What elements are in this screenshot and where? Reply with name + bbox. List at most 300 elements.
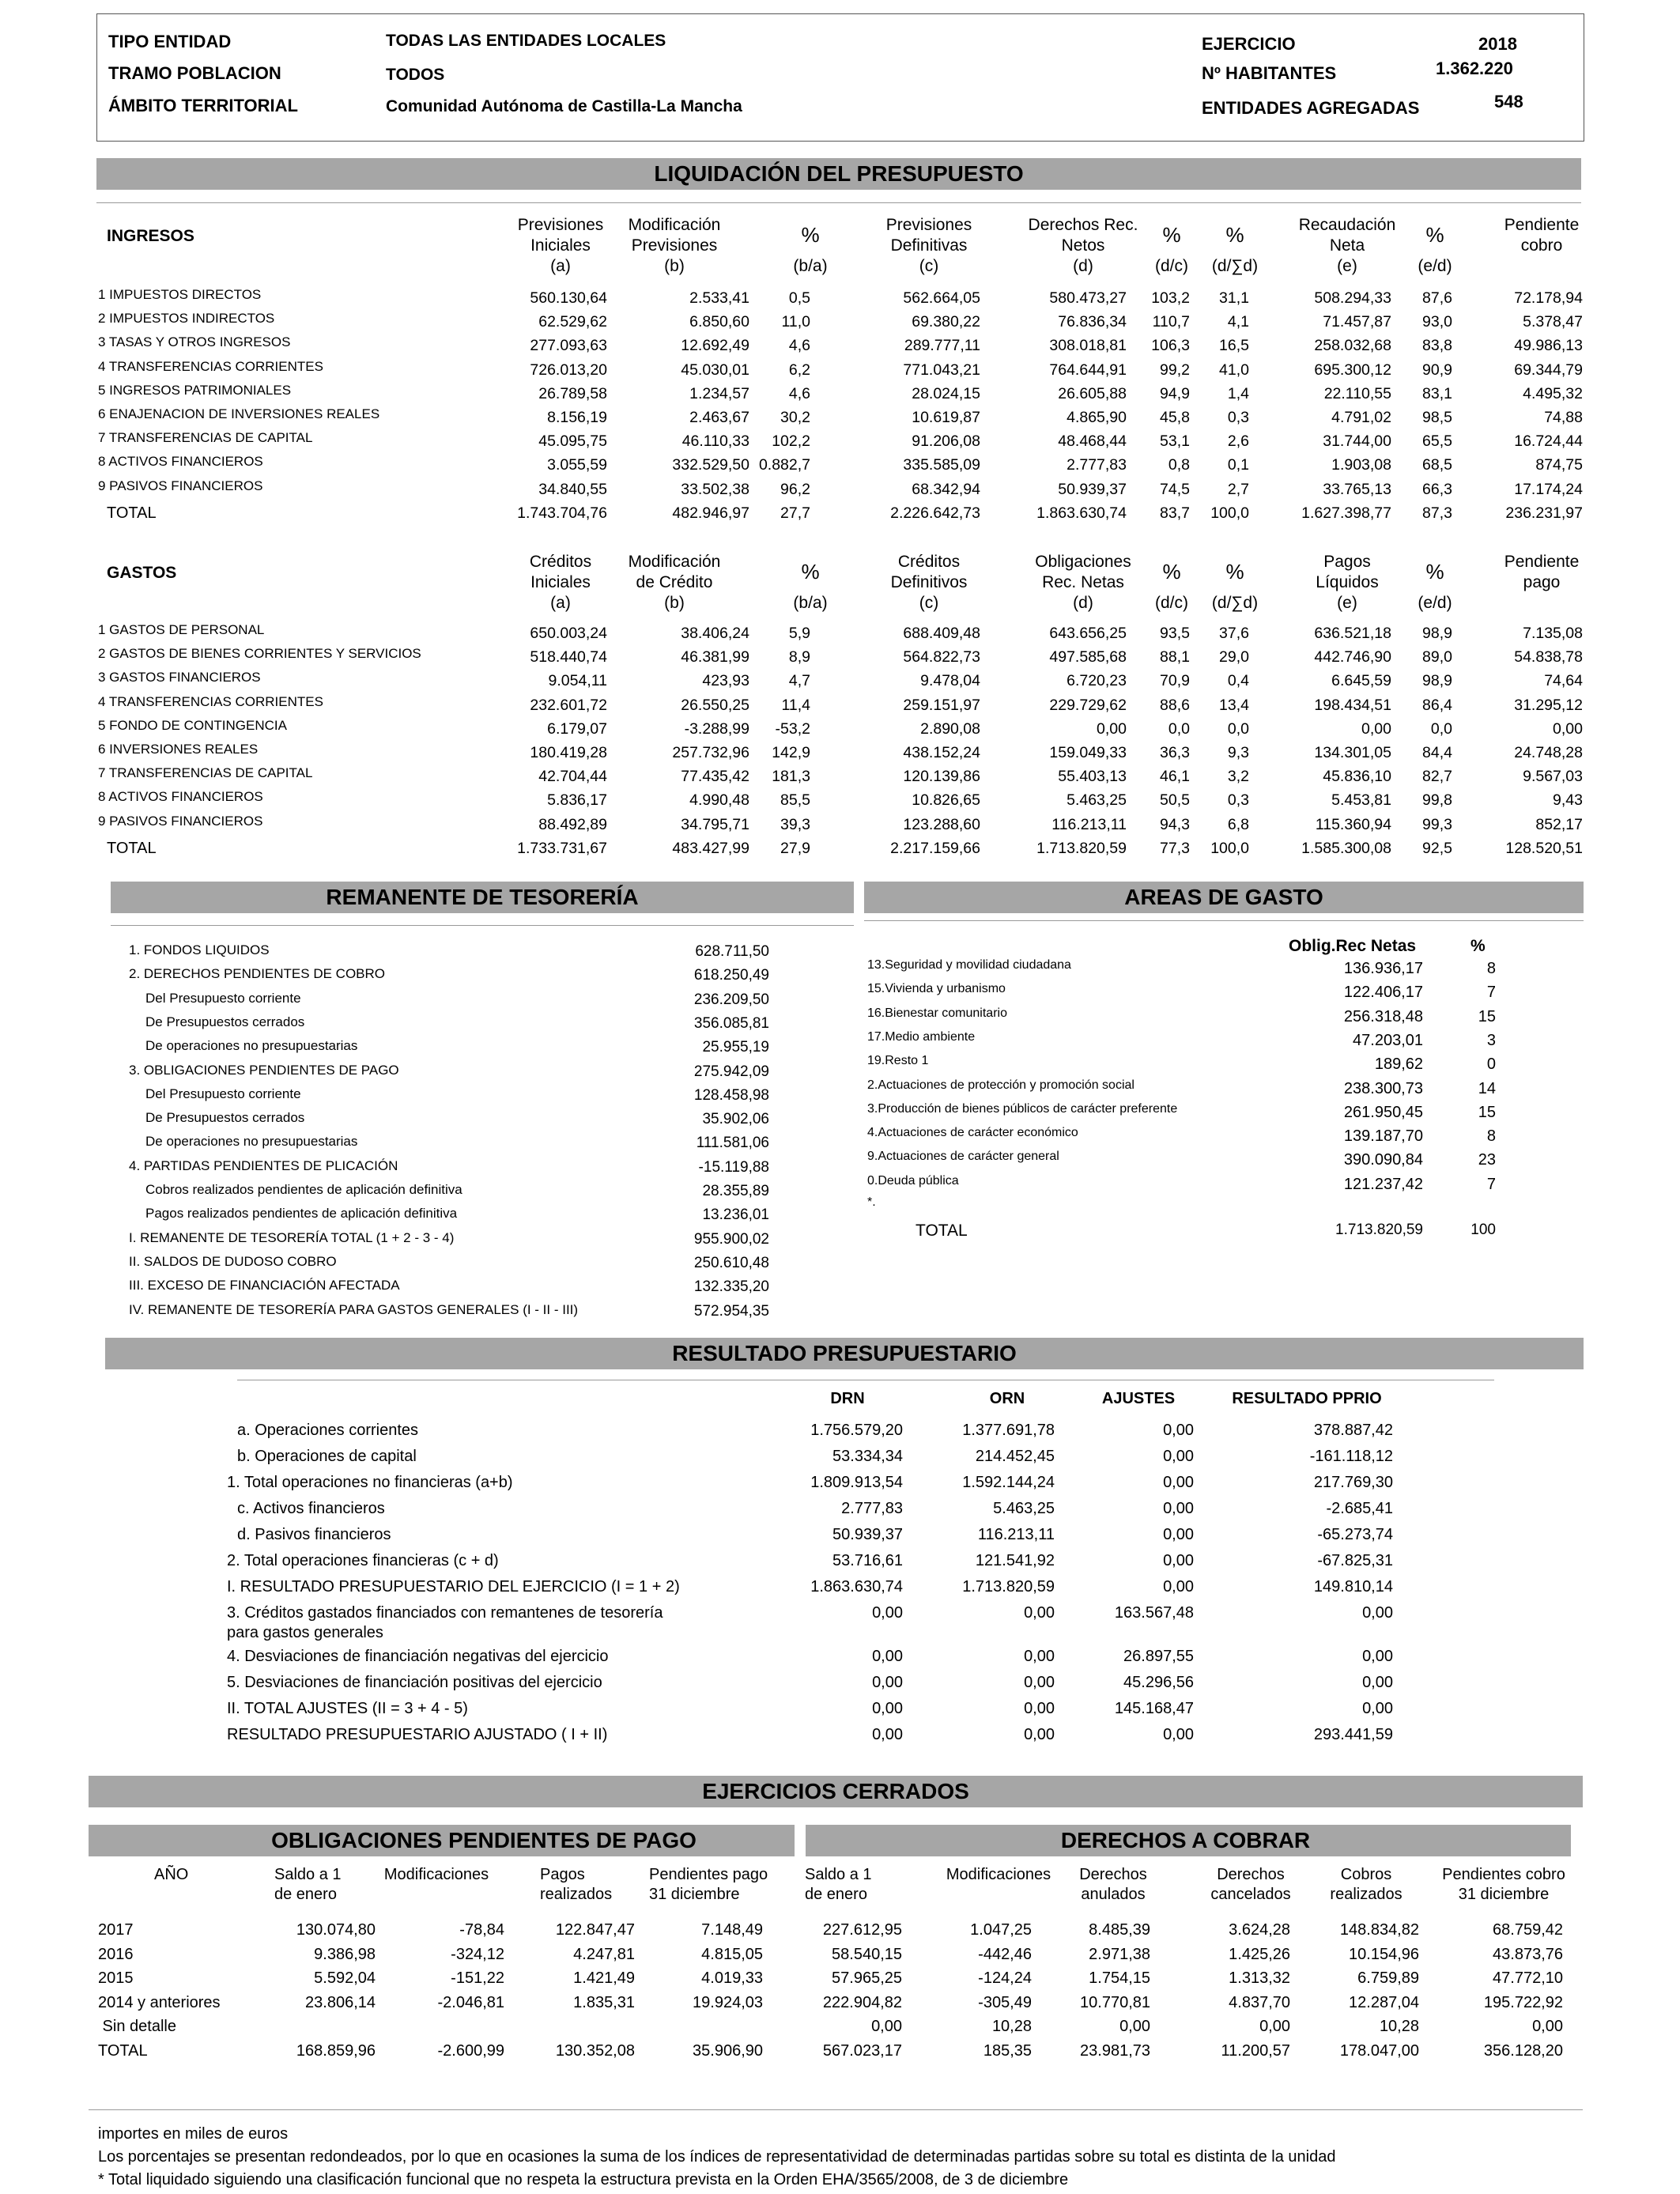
cerrados-band bbox=[89, 1776, 1583, 1807]
gastos-cell: 46.381,99 bbox=[681, 648, 749, 667]
cerrados-cell: 11.200,57 bbox=[1221, 2041, 1290, 2060]
cerrados-col-head: realizados bbox=[540, 1886, 613, 1903]
resultado-row-label: 2. Total operaciones financieras (c + d) bbox=[227, 1552, 499, 1569]
ejercicio-value: 2018 bbox=[1478, 34, 1517, 54]
resultado-row-label: I. RESULTADO PRESUPUESTARIO DEL EJERCICIO (I = 1 + 2) bbox=[227, 1578, 680, 1595]
cerrados-title: EJERCICIOS CERRADOS bbox=[702, 1779, 969, 1803]
gastos-cell: 11,4 bbox=[781, 696, 810, 714]
ambito-territorial-value: Comunidad Autónoma de Castilla-La Mancha bbox=[386, 97, 742, 115]
resultado-cell: 145.168,47 bbox=[1114, 1700, 1194, 1717]
cerrados-cell: 3.624,28 bbox=[1229, 1921, 1290, 1939]
ingresos-cell: 45.030,01 bbox=[681, 361, 749, 379]
resultado-cell: 53.716,61 bbox=[832, 1552, 903, 1569]
areas-total-value: 1.713.820,59 bbox=[1335, 1222, 1423, 1238]
gastos-cell: 123.288,60 bbox=[903, 815, 980, 833]
remanente-row-label: Del Presupuesto corriente bbox=[145, 1086, 301, 1101]
gastos-cell: 70,9 bbox=[1160, 672, 1190, 690]
gastos-cell: 852,17 bbox=[1535, 815, 1583, 833]
remanente-row-label: De Presupuestos cerrados bbox=[145, 1110, 305, 1126]
gastos-total-cell: 92,5 bbox=[1422, 840, 1452, 857]
ingresos-cell: 103,2 bbox=[1151, 289, 1190, 307]
gastos-cell: 26.550,25 bbox=[681, 696, 749, 714]
areas-row-label: 3.Producción de bienes públicos de carácter preferente bbox=[867, 1101, 1178, 1116]
areas-row-value: 47.203,01 bbox=[1353, 1031, 1423, 1049]
remanente-row-value: 955.900,02 bbox=[693, 1230, 769, 1248]
cerrados-row-year: 2016 bbox=[98, 1945, 134, 1963]
gastos-col-head: (e/d) bbox=[1418, 594, 1452, 612]
remanente-row-label: Pagos realizados pendientes de aplicación definitiva bbox=[145, 1206, 458, 1222]
areas-col-pct: % bbox=[1470, 937, 1486, 955]
ingresos-cell: 0,5 bbox=[788, 289, 810, 307]
cerrados-cell: 0,00 bbox=[871, 2018, 902, 2035]
ingresos-cell: 74,5 bbox=[1160, 480, 1190, 498]
ingresos-col-head: Recaudación bbox=[1298, 216, 1396, 234]
resultado-cell: 53.334,34 bbox=[832, 1448, 903, 1465]
resultado-cell: 214.452,45 bbox=[975, 1448, 1055, 1465]
gastos-col-head: Pendiente bbox=[1504, 553, 1580, 571]
cerrados-cell: 35.906,90 bbox=[693, 2041, 763, 2060]
resultado-cell: 217.769,30 bbox=[1313, 1474, 1393, 1491]
cerrados-cell: 47.772,10 bbox=[1493, 1969, 1563, 1987]
cerrados-cell: 4.837,70 bbox=[1229, 1993, 1290, 2011]
ingresos-cell: 10.619,87 bbox=[912, 409, 980, 426]
gastos-cell: 39,3 bbox=[780, 815, 810, 833]
cerrados-col-head: Modificaciones bbox=[383, 1866, 489, 1883]
ingresos-cell: 277.093,63 bbox=[530, 337, 607, 355]
ingresos-cell: 17.174,24 bbox=[1514, 480, 1583, 498]
gastos-cell: 643.656,25 bbox=[1049, 625, 1127, 642]
cerrados-col-head: de enero bbox=[805, 1886, 867, 1903]
gastos-col-head: % bbox=[1225, 560, 1244, 583]
areas-total-label: TOTAL bbox=[916, 1222, 968, 1240]
ingresos-cell: 45.095,75 bbox=[538, 432, 607, 451]
remanente-row-label: De operaciones no presupuestarias bbox=[145, 1038, 358, 1054]
gastos-col-head: % bbox=[801, 560, 820, 583]
ingresos-cell: 335.585,09 bbox=[903, 456, 980, 474]
ingresos-cell: 1.234,57 bbox=[689, 384, 749, 402]
ingresos-cell: 308.018,81 bbox=[1049, 337, 1127, 355]
ingresos-cell: 83,8 bbox=[1422, 337, 1452, 355]
ingresos-col-head: (d) bbox=[1073, 257, 1093, 275]
gastos-cell: 442.746,90 bbox=[1314, 648, 1391, 667]
footer-note-rounding: Los porcentajes se presentan redondeados, por lo que en ocasiones la suma de los índices de representatividad de determinadas partidas sobre su total es distinta de la unidad bbox=[98, 2148, 1336, 2166]
resultado-cell: 26.897,55 bbox=[1123, 1648, 1194, 1665]
remanente-row-value: 35.902,06 bbox=[702, 1111, 769, 1128]
gastos-cell: 0,0 bbox=[1168, 719, 1190, 738]
cerrados-cell: 148.834,82 bbox=[1339, 1921, 1419, 1939]
cerrados-cell: 1.835,31 bbox=[573, 1993, 635, 2011]
gastos-total-cell: 128.520,51 bbox=[1505, 840, 1583, 857]
gastos-cell: 4,7 bbox=[788, 672, 810, 690]
resultado-cell: 50.939,37 bbox=[832, 1526, 903, 1543]
ingresos-cell: 65,5 bbox=[1422, 432, 1452, 451]
ingresos-total-cell: 2.226.642,73 bbox=[890, 504, 980, 522]
cerrados-cell: -78,84 bbox=[459, 1921, 504, 1939]
gastos-col-head: Obligaciones bbox=[1035, 553, 1131, 571]
ingresos-cell: 289.777,11 bbox=[904, 337, 980, 355]
areas-row-value: 136.936,17 bbox=[1343, 960, 1423, 977]
gastos-cell: 438.152,24 bbox=[903, 744, 980, 761]
gastos-col-head: Rec. Netas bbox=[1042, 573, 1124, 591]
ingresos-row-label: 3 TASAS Y OTROS INGRESOS bbox=[98, 334, 291, 350]
ingresos-cell: 0,8 bbox=[1168, 456, 1190, 474]
ingresos-cell: 8.156,19 bbox=[547, 409, 607, 426]
ingresos-cell: 771.043,21 bbox=[903, 361, 980, 379]
gastos-cell: 232.601,72 bbox=[530, 696, 607, 714]
remanente-row-label: 2. DERECHOS PENDIENTES DE COBRO bbox=[129, 966, 386, 982]
remanente-row-label: Cobros realizados pendientes de aplicación definitiva bbox=[145, 1182, 462, 1197]
gastos-cell: 198.434,51 bbox=[1314, 696, 1391, 714]
gastos-cell: 36,3 bbox=[1160, 744, 1190, 761]
resultado-col-head: RESULTADO PPRIO bbox=[1232, 1390, 1382, 1407]
resultado-cell: 45.296,56 bbox=[1123, 1674, 1194, 1691]
cerrados-cell: 185,35 bbox=[983, 2041, 1032, 2060]
cerrados-cell: 1.047,25 bbox=[970, 1921, 1032, 1939]
ingresos-col-head: Netos bbox=[1061, 236, 1105, 255]
areas-row-pct: 23 bbox=[1478, 1151, 1496, 1169]
gastos-row-label: 8 ACTIVOS FINANCIEROS bbox=[98, 789, 263, 805]
gastos-cell: 497.585,68 bbox=[1049, 648, 1127, 667]
ingresos-total-cell: 1.743.704,76 bbox=[517, 504, 607, 522]
gastos-row-label: 4 TRANSFERENCIAS CORRIENTES bbox=[98, 693, 323, 709]
cerrados-col-head: de enero bbox=[274, 1886, 337, 1903]
gastos-col-head: (d/c) bbox=[1155, 594, 1188, 612]
ingresos-cell: 4.865,90 bbox=[1067, 409, 1127, 426]
resultado-cell: 0,00 bbox=[1024, 1674, 1055, 1691]
areas-row-label: 17.Medio ambiente bbox=[867, 1029, 976, 1044]
cerrados-cell: 68.759,42 bbox=[1493, 1921, 1563, 1939]
cerrados-cell: 178.047,00 bbox=[1339, 2041, 1419, 2060]
ingresos-cell: 110,7 bbox=[1152, 313, 1190, 331]
gastos-row-label: 2 GASTOS DE BIENES CORRIENTES Y SERVICIOS bbox=[98, 646, 421, 662]
cerrados-cell: -324,12 bbox=[451, 1945, 504, 1963]
gastos-cell: 115.360,94 bbox=[1315, 815, 1391, 833]
ingresos-total-cell: 1.863.630,74 bbox=[1036, 504, 1127, 522]
areas-row-value: 390.090,84 bbox=[1343, 1151, 1423, 1169]
resultado-cell: -2.685,41 bbox=[1326, 1500, 1393, 1517]
tipo-entidad-label: TIPO ENTIDAD bbox=[108, 32, 232, 51]
ingresos-cell: 26.605,88 bbox=[1058, 384, 1127, 402]
divider bbox=[96, 202, 1581, 203]
ingresos-cell: 41,0 bbox=[1219, 361, 1249, 379]
gastos-cell: 134.301,05 bbox=[1314, 744, 1391, 761]
resultado-cell: 0,00 bbox=[1163, 1500, 1194, 1517]
cerrados-cell: 4.247,81 bbox=[573, 1945, 635, 1963]
resultado-cell: 0,00 bbox=[1163, 1578, 1194, 1595]
gastos-cell: 6,8 bbox=[1227, 815, 1249, 833]
gastos-total-label: TOTAL bbox=[107, 840, 157, 857]
ingresos-cell: 2,6 bbox=[1227, 432, 1249, 451]
areas-row-value: 122.406,17 bbox=[1343, 984, 1423, 1002]
cerrados-col-head: Modificaciones bbox=[946, 1866, 1051, 1883]
gastos-cell: 259.151,97 bbox=[903, 696, 980, 714]
areas-row-label: 9.Actuaciones de carácter general bbox=[867, 1150, 1059, 1164]
footer-units: importes en miles de euros bbox=[98, 2125, 289, 2143]
resultado-cell: 0,00 bbox=[1362, 1604, 1393, 1622]
remanente-row-value: 132.335,20 bbox=[693, 1278, 769, 1296]
remanente-row-label: 3. OBLIGACIONES PENDIENTES DE PAGO bbox=[129, 1062, 399, 1078]
remanente-row-label: De operaciones no presupuestarias bbox=[145, 1134, 358, 1150]
remanente-title: REMANENTE DE TESORERÍA bbox=[326, 885, 639, 909]
divider bbox=[89, 2109, 1583, 2110]
ingresos-col-head: Definitivas bbox=[890, 236, 968, 255]
ingresos-total-cell: 27,7 bbox=[780, 504, 810, 522]
cerrados-cell: 4.019,33 bbox=[701, 1969, 763, 1987]
gastos-cell: 0,4 bbox=[1227, 672, 1249, 690]
ingresos-cell: 31,1 bbox=[1219, 289, 1249, 307]
ingresos-cell: 72.178,94 bbox=[1514, 289, 1583, 307]
cerrados-col-head: Saldo a 1 bbox=[274, 1866, 342, 1883]
ambito-territorial-label: ÁMBITO TERRITORIAL bbox=[108, 96, 298, 115]
derechos-title: DERECHOS A COBRAR bbox=[1060, 1828, 1311, 1852]
resultado-cell: 116.213,11 bbox=[977, 1526, 1055, 1543]
cerrados-cell: 1.425,26 bbox=[1229, 1945, 1290, 1963]
gastos-cell: 564.822,73 bbox=[903, 648, 980, 667]
cerrados-cell: 12.287,04 bbox=[1349, 1993, 1419, 2011]
ingresos-cell: 4,6 bbox=[788, 384, 810, 402]
resultado-cell: 0,00 bbox=[872, 1726, 903, 1743]
cerrados-col-head: Pendientes cobro bbox=[1442, 1866, 1565, 1883]
areas-row-pct: 8 bbox=[1486, 960, 1496, 977]
gastos-col-head: (b) bbox=[664, 594, 685, 612]
gastos-cell: 93,5 bbox=[1160, 625, 1190, 642]
gastos-row-label: 7 TRANSFERENCIAS DE CAPITAL bbox=[98, 765, 313, 781]
gastos-row-label: 6 INVERSIONES REALES bbox=[98, 742, 259, 757]
gastos-cell: 142,9 bbox=[772, 744, 810, 761]
gastos-total-cell: 483.427,99 bbox=[672, 840, 749, 857]
derechos-band bbox=[800, 1825, 1571, 1856]
gastos-total-cell: 100,0 bbox=[1210, 840, 1249, 857]
cerrados-cell: 1.754,15 bbox=[1089, 1969, 1150, 1987]
cerrados-cell: 130.074,80 bbox=[296, 1921, 376, 1939]
ingresos-cell: 106,3 bbox=[1151, 337, 1190, 355]
ingresos-cell: 580.473,27 bbox=[1049, 289, 1127, 307]
gastos-cell: 0,3 bbox=[1227, 791, 1249, 810]
areas-title: AREAS DE GASTO bbox=[1124, 885, 1323, 909]
resultado-cell: 1.592.144,24 bbox=[962, 1474, 1055, 1491]
cerrados-cell: 0,00 bbox=[1119, 2018, 1150, 2035]
ingresos-col-head: (d/c) bbox=[1155, 257, 1188, 275]
gastos-col-head: % bbox=[1425, 560, 1444, 583]
cerrados-col-head: realizados bbox=[1330, 1886, 1403, 1903]
remanente-row-value: 13.236,01 bbox=[702, 1207, 769, 1224]
gastos-col-head: (d/∑d) bbox=[1211, 594, 1259, 612]
resultado-cell: 0,00 bbox=[1024, 1726, 1055, 1743]
gastos-cell: 3,2 bbox=[1227, 768, 1249, 786]
resultado-col-head: AJUSTES bbox=[1101, 1390, 1176, 1407]
gastos-col-head: Créditos bbox=[897, 553, 961, 571]
ingresos-cell: 93,0 bbox=[1422, 313, 1452, 331]
liquidacion-band bbox=[96, 158, 1581, 190]
resultado-row-label: 4. Desviaciones de financiación negativas del ejercicio bbox=[227, 1648, 609, 1665]
gastos-row-label: 9 PASIVOS FINANCIEROS bbox=[98, 813, 263, 829]
ingresos-col-head: % bbox=[1162, 223, 1181, 247]
ingresos-total-cell: 100,0 bbox=[1210, 504, 1249, 522]
resultado-band bbox=[105, 1338, 1584, 1369]
gastos-row-label: 1 GASTOS DE PERSONAL bbox=[98, 622, 265, 637]
areas-row-value: 189,62 bbox=[1374, 1055, 1423, 1074]
gastos-col-head: Créditos bbox=[529, 553, 592, 571]
areas-row-pct: 0 bbox=[1486, 1055, 1496, 1074]
ingresos-cell: 258.032,68 bbox=[1314, 337, 1391, 355]
remanente-row-value: 128.458,98 bbox=[693, 1086, 769, 1104]
ingresos-cell: 66,3 bbox=[1422, 480, 1452, 498]
gastos-cell: 9.478,04 bbox=[920, 672, 980, 690]
cerrados-cell: -2.046,81 bbox=[437, 1993, 504, 2011]
resultado-cell: 0,00 bbox=[1362, 1674, 1393, 1691]
ingresos-col-head: Modificación bbox=[628, 216, 721, 234]
gastos-total-cell: 1.585.300,08 bbox=[1301, 840, 1391, 857]
ingresos-row-label: 5 INGRESOS PATRIMONIALES bbox=[98, 382, 292, 398]
gastos-cell: 2.890,08 bbox=[920, 719, 980, 738]
areas-row-value: 238.300,73 bbox=[1343, 1079, 1423, 1097]
ingresos-col-head: Derechos Rec. bbox=[1028, 216, 1138, 234]
gastos-cell: 6.645,59 bbox=[1331, 672, 1391, 690]
tramo-poblacion-value: TODOS bbox=[386, 66, 445, 84]
cerrados-cell: 567.023,17 bbox=[822, 2041, 902, 2060]
ingresos-cell: 4,1 bbox=[1227, 313, 1249, 331]
resultado-cell: 0,00 bbox=[872, 1700, 903, 1717]
gastos-col-head: pago bbox=[1523, 573, 1561, 591]
gastos-row-label: 3 GASTOS FINANCIEROS bbox=[98, 670, 261, 685]
cerrados-col-head: Pendientes pago bbox=[649, 1866, 768, 1883]
areas-row-value: 139.187,70 bbox=[1343, 1127, 1423, 1146]
gastos-cell: 88,6 bbox=[1160, 696, 1190, 714]
resultado-cell: 1.863.630,74 bbox=[810, 1578, 903, 1595]
resultado-cell: 2.777,83 bbox=[841, 1500, 903, 1517]
resultado-cell: -161.118,12 bbox=[1309, 1448, 1393, 1465]
gastos-cell: 88.492,89 bbox=[538, 815, 607, 833]
resultado-cell: 0,00 bbox=[1362, 1648, 1393, 1665]
cerrados-cell: 5.592,04 bbox=[314, 1969, 376, 1987]
areas-row-pct: 3 bbox=[1486, 1031, 1496, 1049]
gastos-cell: 98,9 bbox=[1422, 672, 1452, 690]
gastos-cell: 55.403,13 bbox=[1058, 768, 1127, 786]
gastos-cell: 54.838,78 bbox=[1514, 648, 1583, 667]
ingresos-row-label: 8 ACTIVOS FINANCIEROS bbox=[98, 454, 263, 470]
divider bbox=[864, 920, 1584, 921]
ingresos-row-label: 7 TRANSFERENCIAS DE CAPITAL bbox=[98, 430, 313, 446]
cerrados-row-year: 2014 y anteriores bbox=[98, 1993, 221, 2011]
cerrados-col-year: AÑO bbox=[154, 1866, 189, 1883]
cerrados-col-head: 31 diciembre bbox=[1458, 1886, 1550, 1903]
resultado-cell: 121.541,92 bbox=[975, 1552, 1055, 1569]
areas-row-pct: 14 bbox=[1478, 1079, 1496, 1097]
gastos-cell: 116.213,11 bbox=[1051, 815, 1127, 833]
gastos-cell: 84,4 bbox=[1422, 744, 1452, 761]
resultado-row-label: II. TOTAL AJUSTES (II = 3 + 4 - 5) bbox=[227, 1700, 468, 1717]
gastos-cell: 89,0 bbox=[1422, 648, 1452, 667]
gastos-cell: 4.990,48 bbox=[689, 791, 749, 810]
gastos-total-cell: 27,9 bbox=[780, 840, 810, 857]
gastos-cell: 29,0 bbox=[1219, 648, 1249, 667]
ingresos-cell: 560.130,64 bbox=[530, 289, 607, 307]
areas-row-value: 121.237,42 bbox=[1343, 1175, 1423, 1193]
cerrados-cell: -151,22 bbox=[451, 1969, 504, 1987]
resultado-row-label: 3. Créditos gastados financiados con remantenes de tesorería bbox=[227, 1604, 663, 1622]
cerrados-cell: 195.722,92 bbox=[1483, 1993, 1563, 2011]
remanente-row-value: 111.581,06 bbox=[696, 1135, 769, 1152]
remanente-row-value: 25.955,19 bbox=[702, 1039, 769, 1056]
cerrados-col-head: Pagos bbox=[540, 1866, 585, 1883]
gastos-cell: 86,4 bbox=[1422, 696, 1452, 714]
ingresos-total-cell: 482.946,97 bbox=[672, 504, 749, 522]
gastos-total-cell: 77,3 bbox=[1160, 840, 1190, 857]
ingresos-cell: 2,7 bbox=[1227, 480, 1249, 498]
gastos-cell: 9.054,11 bbox=[548, 672, 607, 690]
gastos-cell: 0,00 bbox=[1553, 719, 1583, 738]
ingresos-cell: 1.903,08 bbox=[1331, 456, 1391, 474]
cerrados-cell: -2.600,99 bbox=[437, 2041, 504, 2060]
areas-row-pct: 15 bbox=[1478, 1007, 1496, 1025]
areas-row-label: 16.Bienestar comunitario bbox=[867, 1006, 1007, 1020]
resultado-cell: 0,00 bbox=[1163, 1422, 1194, 1439]
ingresos-cell: 764.644,91 bbox=[1049, 361, 1127, 379]
ingresos-cell: 71.457,87 bbox=[1323, 313, 1391, 331]
resultado-cell: 163.567,48 bbox=[1114, 1604, 1194, 1622]
ingresos-cell: 4,6 bbox=[788, 337, 810, 355]
resultado-cell: 1.713.820,59 bbox=[962, 1578, 1055, 1595]
gastos-col-head: Pagos bbox=[1323, 553, 1371, 571]
ingresos-cell: 1,4 bbox=[1227, 384, 1249, 402]
gastos-cell: 99,8 bbox=[1422, 791, 1452, 810]
cerrados-cell: 122.847,47 bbox=[555, 1921, 635, 1939]
resultado-row-label: d. Pasivos financieros bbox=[237, 1526, 391, 1543]
resultado-cell: -65.273,74 bbox=[1317, 1526, 1393, 1543]
ingresos-cell: 87,6 bbox=[1422, 289, 1452, 307]
gastos-cell: 257.732,96 bbox=[672, 744, 749, 761]
ingresos-cell: 69.344,79 bbox=[1514, 361, 1583, 379]
areas-band bbox=[864, 882, 1584, 913]
remanente-row-value: 356.085,81 bbox=[693, 1014, 769, 1032]
remanente-row-label: Del Presupuesto corriente bbox=[145, 990, 301, 1006]
ingresos-col-head: % bbox=[1425, 223, 1444, 247]
areas-row-label: 4.Actuaciones de carácter económico bbox=[867, 1126, 1078, 1140]
resultado-cell: 0,00 bbox=[1163, 1726, 1194, 1743]
resultado-cell: 293.441,59 bbox=[1313, 1726, 1393, 1743]
cerrados-row-year: Sin detalle bbox=[98, 2018, 176, 2035]
cerrados-cell: -124,24 bbox=[978, 1969, 1032, 1987]
cerrados-col-head: Derechos bbox=[1079, 1866, 1147, 1883]
ingresos-cell: 45,8 bbox=[1160, 409, 1190, 426]
gastos-cell: 636.521,18 bbox=[1314, 625, 1391, 642]
cerrados-row-year: TOTAL bbox=[98, 2041, 148, 2060]
ingresos-cell: 46.110,33 bbox=[681, 432, 749, 451]
cerrados-cell: 10.154,96 bbox=[1349, 1945, 1419, 1963]
areas-row-label: 15.Vivienda y urbanismo bbox=[867, 982, 1006, 996]
ingresos-col-head: Neta bbox=[1329, 236, 1365, 255]
gastos-label: GASTOS bbox=[107, 564, 177, 582]
areas-row-label: 2.Actuaciones de protección y promoción social bbox=[867, 1078, 1134, 1092]
liquidacion-title: LIQUIDACIÓN DEL PRESUPUESTO bbox=[654, 161, 1024, 186]
resultado-row-label: RESULTADO PRESUPUESTARIO AJUSTADO ( I + II) bbox=[227, 1726, 608, 1743]
ingresos-row-label: 2 IMPUESTOS INDIRECTOS bbox=[98, 311, 275, 327]
gastos-cell: 6.720,23 bbox=[1067, 672, 1127, 690]
gastos-cell: 7.135,08 bbox=[1523, 625, 1583, 642]
resultado-cell: 1.756.579,20 bbox=[810, 1422, 903, 1439]
resultado-row-label: c. Activos financieros bbox=[237, 1500, 385, 1517]
cerrados-cell: 2.971,38 bbox=[1089, 1945, 1150, 1963]
gastos-cell: 34.795,71 bbox=[681, 815, 749, 833]
areas-total-pct: 100 bbox=[1470, 1222, 1496, 1238]
ingresos-cell: 34.840,55 bbox=[538, 480, 607, 498]
areas-col-oblig: Oblig.Rec Netas bbox=[1289, 937, 1417, 955]
ingresos-cell: 30,2 bbox=[780, 409, 810, 426]
ingresos-total-cell: 1.627.398,77 bbox=[1301, 504, 1391, 522]
remanente-row-label: 4. PARTIDAS PENDIENTES DE PLICACIÓN bbox=[129, 1157, 398, 1173]
resultado-cell: 0,00 bbox=[1163, 1552, 1194, 1569]
gastos-col-head: Definitivos bbox=[890, 573, 968, 591]
